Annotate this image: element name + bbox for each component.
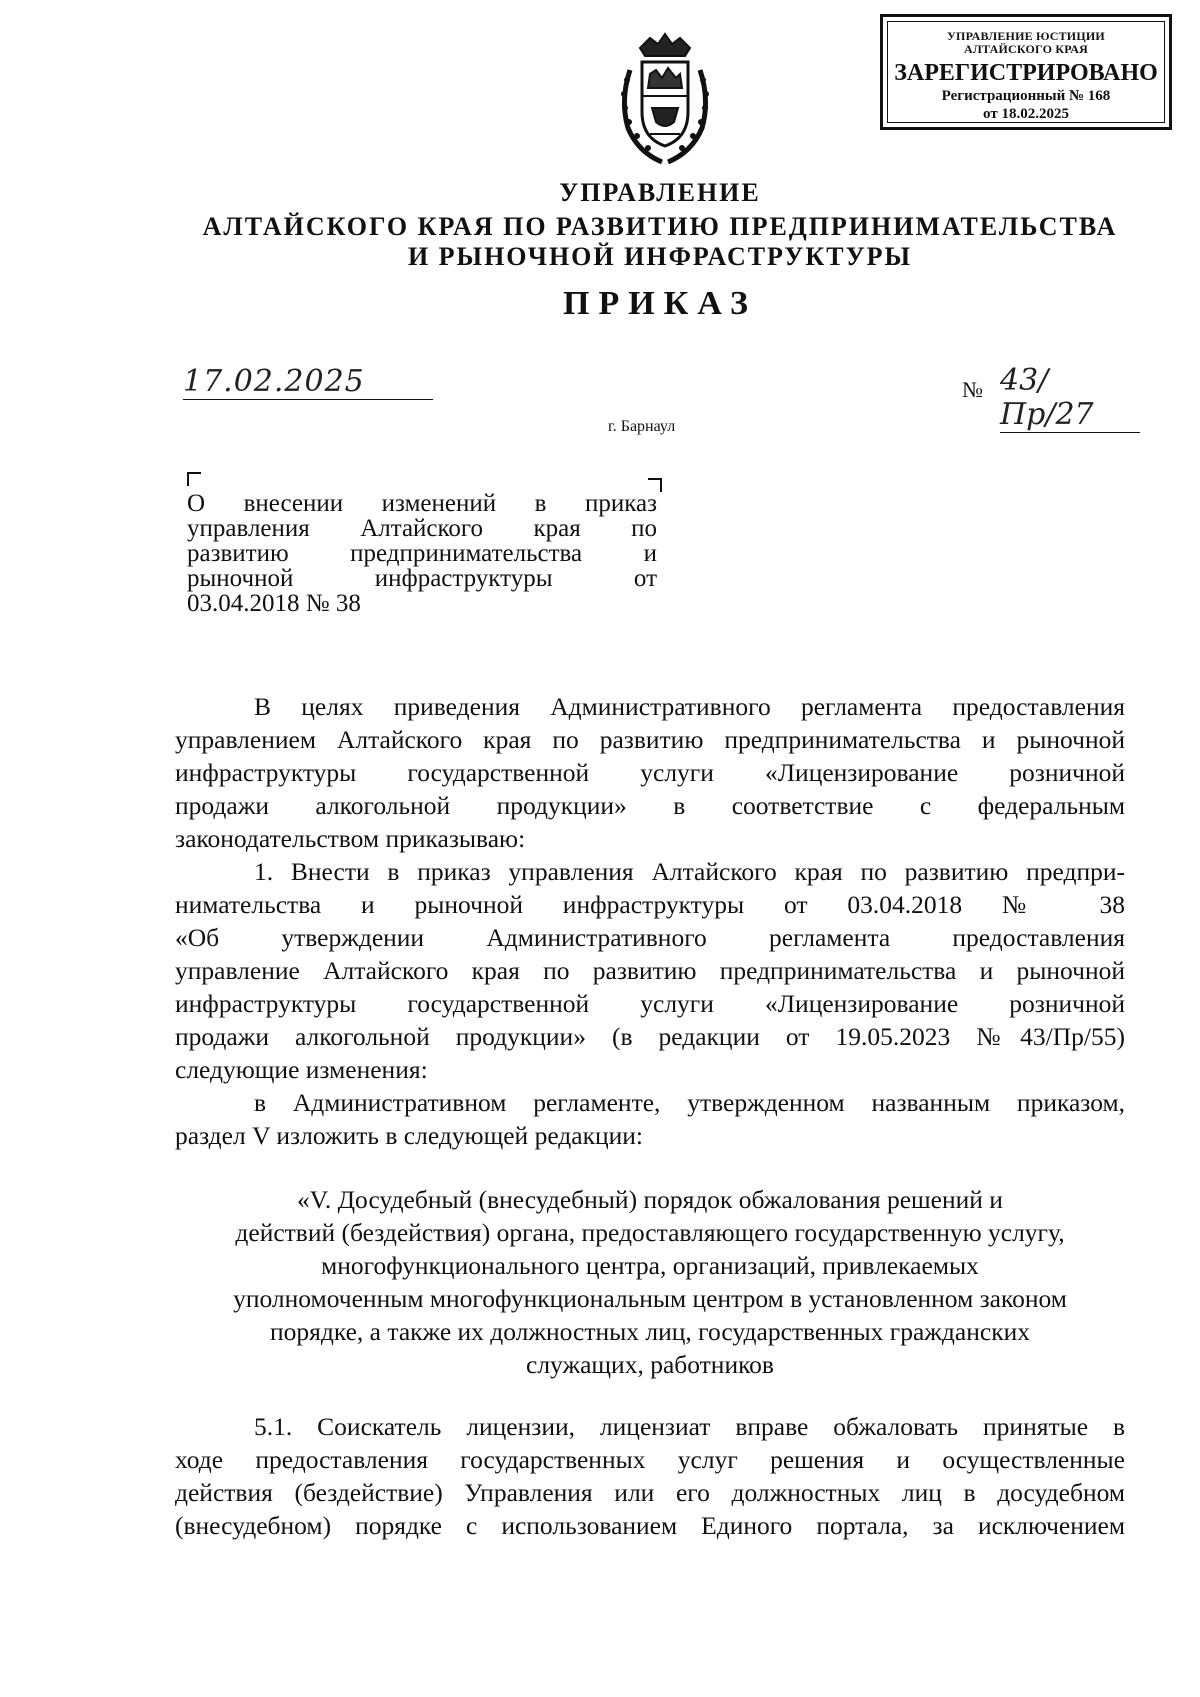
registration-stamp	[880, 14, 1172, 130]
body-line: В целях приведения Административного регламента предоставления	[254, 692, 1125, 721]
subject-line: управления Алтайского края по	[187, 515, 657, 542]
body-line: управлением Алтайского края по развитию предпринимательства и рыночной	[175, 725, 1125, 754]
stamp-status: ЗАРЕГИСТРИРОВАНО	[894, 60, 1158, 86]
subject-line: рыночной инфраструктуры от	[187, 565, 657, 592]
heading-line: служащих, работников	[526, 1350, 774, 1379]
stamp-reg-date: от 18.02.2025	[983, 106, 1069, 122]
document-type-title: ПРИКАЗ	[563, 285, 757, 322]
body-line: (внесудебном) порядке с использованием Единого портала, за исключением	[175, 1511, 1125, 1540]
heading-line: уполномоченным многофункциональным центром в установленном законом	[233, 1284, 1067, 1313]
subject-line: 03.04.2018 № 38	[187, 590, 361, 617]
body-line: раздел V изложить в следующей редакции:	[175, 1121, 644, 1150]
order-number: 43/Пр/27	[1000, 364, 1140, 433]
header-line2: АЛТАЙСКОГО КРАЯ ПО РАЗВИТИЮ ПРЕДПРИНИМАТЕЛЬСТВА	[202, 212, 1118, 241]
body-line: 5.1. Соискатель лицензии, лицензиат вправе обжаловать принятые в	[254, 1412, 1125, 1441]
intro-paragraph	[175, 690, 1125, 855]
subject-corner-left	[187, 472, 201, 486]
regulation-paragraph	[175, 1086, 1125, 1152]
clause-5-1-paragraph	[175, 1410, 1125, 1542]
body-line: управление Алтайского края по развитию предпринимательства и рыночной	[175, 956, 1125, 985]
stamp-reg-number: Регистрационный № 168	[941, 88, 1111, 104]
body-line: в Административном регламенте, утвержденном названным приказом,	[254, 1088, 1125, 1117]
body-line: ходе предоставления государственных услуг решения и осуществленные	[175, 1445, 1125, 1474]
stamp-org-line1: УПРАВЛЕНИЕ ЮСТИЦИИ	[947, 29, 1105, 43]
order-date: 17.02.2025	[183, 365, 433, 400]
body-line: нимательства и рыночной инфраструктуры от 03.04.2018 № 38	[175, 890, 1125, 919]
body-line: законодательством приказываю:	[175, 824, 526, 853]
body-line: инфраструктуры государственной услуги «Лицензирование розничной	[175, 758, 1125, 787]
body-line: продажи алкогольной продукции» (в редакции от 19.05.2023 №43/Пр/55)	[175, 1022, 1125, 1051]
section-v-heading	[175, 1183, 1125, 1381]
item-1-paragraph	[175, 855, 1125, 1086]
order-number-label: №	[962, 377, 983, 402]
header-line3: И РЫНОЧНОЙ ИНФРАСТРУКТУРЫ	[407, 242, 913, 271]
heading-line: порядке, а также их должностных лиц, государственных гражданских	[270, 1317, 1030, 1346]
body-line: следующие изменения:	[175, 1055, 428, 1084]
header-line1: УПРАВЛЕНИЕ	[559, 178, 761, 207]
heading-line: действий (бездействия) органа, предоставляющего государственную услугу,	[235, 1218, 1065, 1247]
coat-of-arms-icon	[610, 30, 720, 170]
subject-line: развитию предпринимательства и	[187, 540, 657, 567]
heading-line: многофункционального центра, организаций, привлекаемых	[321, 1251, 979, 1280]
stamp-frame	[887, 21, 1165, 123]
subject-line: О внесении изменений в приказ	[187, 490, 657, 517]
heading-line: «V. Досудебный (внесудебный) порядок обжалования решений и	[297, 1185, 1003, 1214]
order-subject	[187, 491, 657, 616]
body-line: 1. Внести в приказ управления Алтайского края по развитию предпри-	[254, 857, 1125, 886]
body-line: действия (бездействие) Управления или его должностных лиц в досудебном	[175, 1478, 1125, 1507]
stamp-org-line2: АЛТАЙСКОГО КРАЯ	[964, 42, 1088, 56]
body-line: «Об утверждении Административного регламента предоставления	[175, 923, 1125, 952]
body-line: инфраструктуры государственной услуги «Лицензирование розничной	[175, 989, 1125, 1018]
body-line: продажи алкогольной продукции» в соответствие с федеральным	[175, 791, 1125, 820]
order-city: г. Барнаул	[608, 418, 676, 435]
